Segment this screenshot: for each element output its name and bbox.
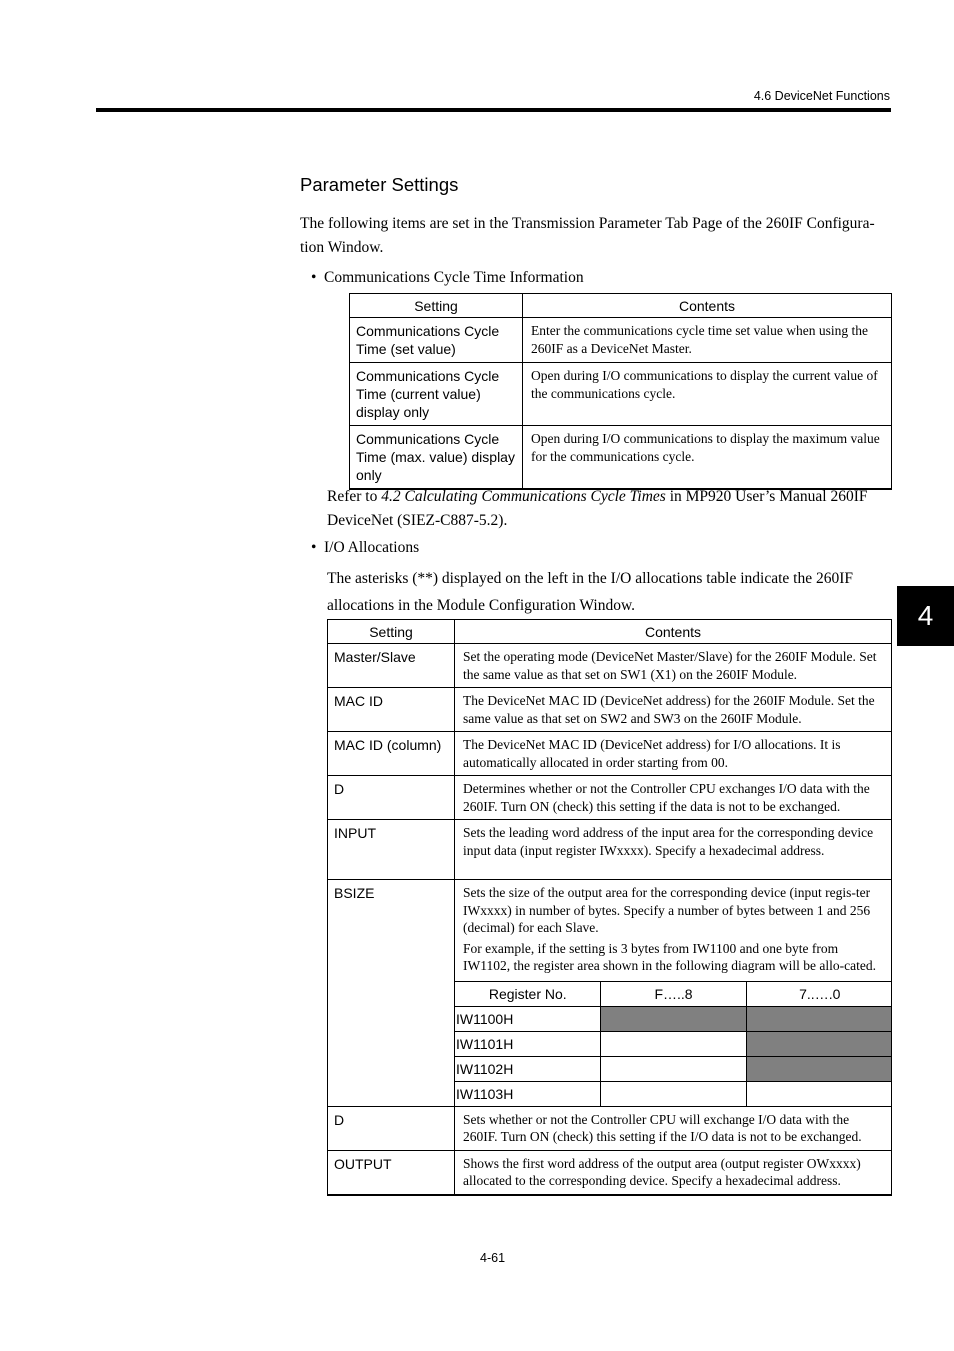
- table-row: [328, 820, 892, 880]
- section-title: Parameter Settings: [300, 174, 459, 195]
- table-row: [350, 318, 892, 363]
- bullet-cycle-time: [311, 269, 584, 287]
- io-allocations-table: [327, 619, 892, 1196]
- unallocated-byte-high: [600, 1056, 746, 1081]
- table-row: [328, 644, 892, 688]
- register-diagram: [455, 981, 892, 1106]
- cycle-time-table: [349, 293, 892, 490]
- running-header: 4.6 DeviceNet Functions: [753, 89, 890, 103]
- bullet-io-allocations: [311, 539, 419, 557]
- unallocated-byte-high: [600, 1081, 746, 1106]
- contents-cell: The DeviceNet MAC ID (DeviceNet address) for the 260IF Module. Set the same value as that set on SW2 and SW3 on the 260IF Module.: [455, 688, 892, 732]
- unallocated-byte-high: [600, 1031, 746, 1056]
- contents-cell: Enter the communications cycle time set value when using the 260IF as a DeviceNet Master.: [523, 318, 892, 363]
- contents-cell: Set the operating mode (DeviceNet Master/Slave) for the 260IF Module. Set the same value as that set on SW1 (X1) on the 260IF Module.: [455, 644, 892, 688]
- register-header-row: [455, 981, 892, 1006]
- setting-cell: Master/Slave: [328, 644, 455, 688]
- bsize-example: For example, if the setting is 3 bytes from IW1100 and one byte from IW1102, the register area shown in the following diagram will be allo-cated.: [463, 940, 876, 973]
- column-header-setting: Setting: [350, 294, 523, 318]
- bullet-dot: •: [311, 269, 317, 286]
- column-header-contents: Contents: [455, 620, 892, 644]
- header-rule: [96, 108, 891, 112]
- register-header-high: F…..8: [600, 981, 746, 1006]
- allocated-byte-high: [600, 1006, 746, 1031]
- contents-cell: Open during I/O communications to display the maximum value for the communications cycle.: [523, 426, 892, 490]
- register-label: IW1101H: [455, 1031, 600, 1056]
- register-row: [455, 1031, 892, 1056]
- register-row: [455, 1081, 892, 1106]
- unallocated-byte-low: [746, 1081, 892, 1106]
- table-row-bsize: [328, 880, 892, 1107]
- contents-cell: Sets whether or not the Controller CPU will exchange I/O data with the 260IF. Turn ON (check) this setting if the I/O data is not to be exchanged.: [455, 1106, 892, 1150]
- bullet-text: I/O Allocations: [324, 539, 420, 556]
- table-row: [350, 363, 892, 426]
- register-label: IW1100H: [455, 1006, 600, 1031]
- page-number: 4-61: [480, 1251, 506, 1265]
- allocated-byte-low: [746, 1056, 892, 1081]
- table-header-row: [350, 294, 892, 318]
- register-header-low: 7..….0: [746, 981, 892, 1006]
- contents-cell: Determines whether or not the Controller CPU exchanges I/O data with the 260IF. Turn ON (check) this setting if the data is not to be exchanged.: [455, 776, 892, 820]
- setting-cell: OUTPUT: [328, 1150, 455, 1195]
- setting-cell: Communications Cycle Time (set value): [350, 318, 523, 363]
- allocated-byte-low: [746, 1006, 892, 1031]
- register-header-no: Register No.: [455, 981, 600, 1006]
- table-row: [328, 688, 892, 732]
- bsize-description: Sets the size of the output area for the corresponding device (input regis-ter IWxxxx) in number of bytes. Specify a number of bytes between 1 and 256 (decimal) for each Slave.: [463, 885, 871, 935]
- table-row: [350, 426, 892, 490]
- table-row: [328, 1106, 892, 1150]
- asterisk-note: The asterisks (**) displayed on the left in the I/O allocations table indicate the 260IF allocations in the Module Configuration Window.: [327, 570, 853, 614]
- setting-cell: D: [328, 1106, 455, 1150]
- register-row: [455, 1056, 892, 1081]
- bullet-dot: •: [311, 539, 317, 556]
- bullet-text: Communications Cycle Time Information: [324, 269, 584, 286]
- contents-cell: Shows the first word address of the output area (output register OWxxxx) allocated to the corresponding device. Specify a hexadecimal address.: [455, 1150, 892, 1195]
- setting-cell: D: [328, 776, 455, 820]
- table-row: [328, 1150, 892, 1195]
- reference-paragraph: [327, 485, 892, 533]
- register-label: IW1102H: [455, 1056, 600, 1081]
- chapter-tab: 4: [897, 586, 954, 646]
- column-header-setting: Setting: [328, 620, 455, 644]
- contents-cell: Sets the leading word address of the input area for the corresponding device input data (input register IWxxxx). Specify a hexadecimal address.: [455, 820, 892, 880]
- intro-paragraph: The following items are set in the Transmission Parameter Tab Page of the 260IF Configura-tion Window.: [300, 215, 875, 256]
- setting-cell: INPUT: [328, 820, 455, 880]
- table-header-row: [328, 620, 892, 644]
- setting-cell: MAC ID (column): [328, 732, 455, 776]
- bsize-contents-cell: [455, 880, 892, 1107]
- contents-cell: Open during I/O communications to display the current value of the communications cycle.: [523, 363, 892, 426]
- setting-cell: Communications Cycle Time (current value) display only: [350, 363, 523, 426]
- register-row: [455, 1006, 892, 1031]
- register-label: IW1103H: [455, 1081, 600, 1106]
- setting-cell: MAC ID: [328, 688, 455, 732]
- reference-title: 4.2 Calculating Communications Cycle Times: [381, 488, 666, 505]
- table-row: [328, 776, 892, 820]
- table-row: [328, 732, 892, 776]
- column-header-contents: Contents: [523, 294, 892, 318]
- setting-cell: Communications Cycle Time (max. value) display only: [350, 426, 523, 490]
- reference-suffix: in MP920 User’s Manual 260IF DeviceNet (SIEZ-C887-5.2).: [327, 488, 868, 529]
- reference-prefix: Refer to: [327, 488, 382, 505]
- setting-cell: BSIZE: [328, 880, 455, 1107]
- allocated-byte-low: [746, 1031, 892, 1056]
- contents-cell: The DeviceNet MAC ID (DeviceNet address) for I/O allocations. It is automatically allocated in order starting from 00.: [455, 732, 892, 776]
